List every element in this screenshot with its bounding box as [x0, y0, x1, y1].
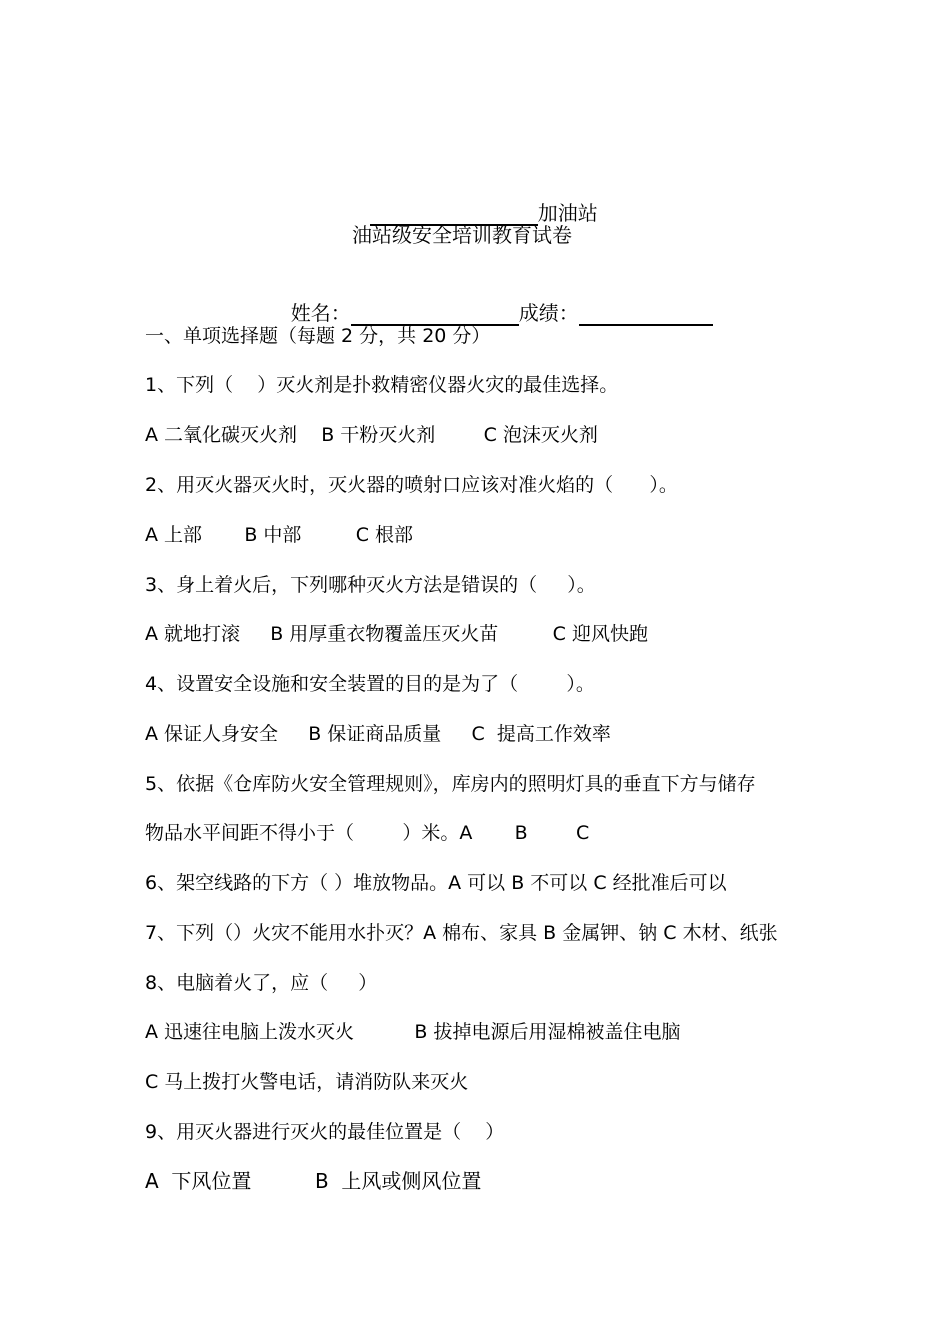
list-item: A 就地打滚 B 用厚重衣物覆盖压灭火苗 C 迎风快跑: [145, 623, 648, 645]
list-item: 物品水平间距不得小于（ ）米。A B C: [145, 822, 590, 844]
score-blank: [579, 298, 713, 326]
page-title: 油站级安全培训教育试卷: [352, 223, 572, 247]
section-heading: 一、单项选择题（每题 2 分，共 20 分）: [145, 325, 491, 347]
name-score-line: [278, 272, 713, 326]
score-label: 成绩：: [518, 301, 579, 325]
station-suffix: 加油站: [537, 201, 598, 225]
list-item: 7、下列（）火灾不能用水扑灭？A 棉布、家具 B 金属钾、钠 C 木材、纸张: [145, 922, 778, 944]
name-blank: [351, 298, 519, 326]
station-line: [357, 172, 598, 226]
list-item: 9、用灭火器进行灭火的最佳位置是（ ）: [145, 1121, 505, 1143]
list-item: 6、架空线路的下方（ ）堆放物品。A 可以 B 不可以 C 经批准后可以: [145, 872, 727, 894]
list-item: A 迅速往电脑上泼水灭火 B 拔掉电源后用湿棉被盖住电脑: [145, 1021, 681, 1043]
name-label: 姓名：: [290, 301, 351, 325]
list-item: A 上部 B 中部 C 根部: [145, 524, 414, 546]
list-item: 5、依据《仓库防火安全管理规则》，库房内的照明灯具的垂直下方与储存: [145, 773, 756, 795]
list-item: A 保证人身安全 B 保证商品质量 C 提高工作效率: [145, 723, 611, 745]
list-item: C 马上拨打火警电话，请消防队来灭火: [145, 1071, 469, 1093]
list-item: 2、用灭火器灭火时，灭火器的喷射口应该对准火焰的（ ）。: [145, 474, 678, 496]
list-item: 4、设置安全设施和安全装置的目的是为了（ ）。: [145, 673, 595, 695]
list-item: A 二氧化碳灭火剂 B 干粉灭火剂 C 泡沫灭火剂: [145, 424, 598, 446]
list-item: 8、电脑着火了，应（ ）: [145, 972, 378, 994]
list-item: A 下风位置 B 上风或侧风位置: [145, 1169, 482, 1193]
list-item: 3、身上着火后，下列哪种灭火方法是错误的（ ）。: [145, 574, 596, 596]
list-item: 1、下列（ ）灭火剂是扑救精密仪器火灾的最佳选择。: [145, 374, 619, 396]
